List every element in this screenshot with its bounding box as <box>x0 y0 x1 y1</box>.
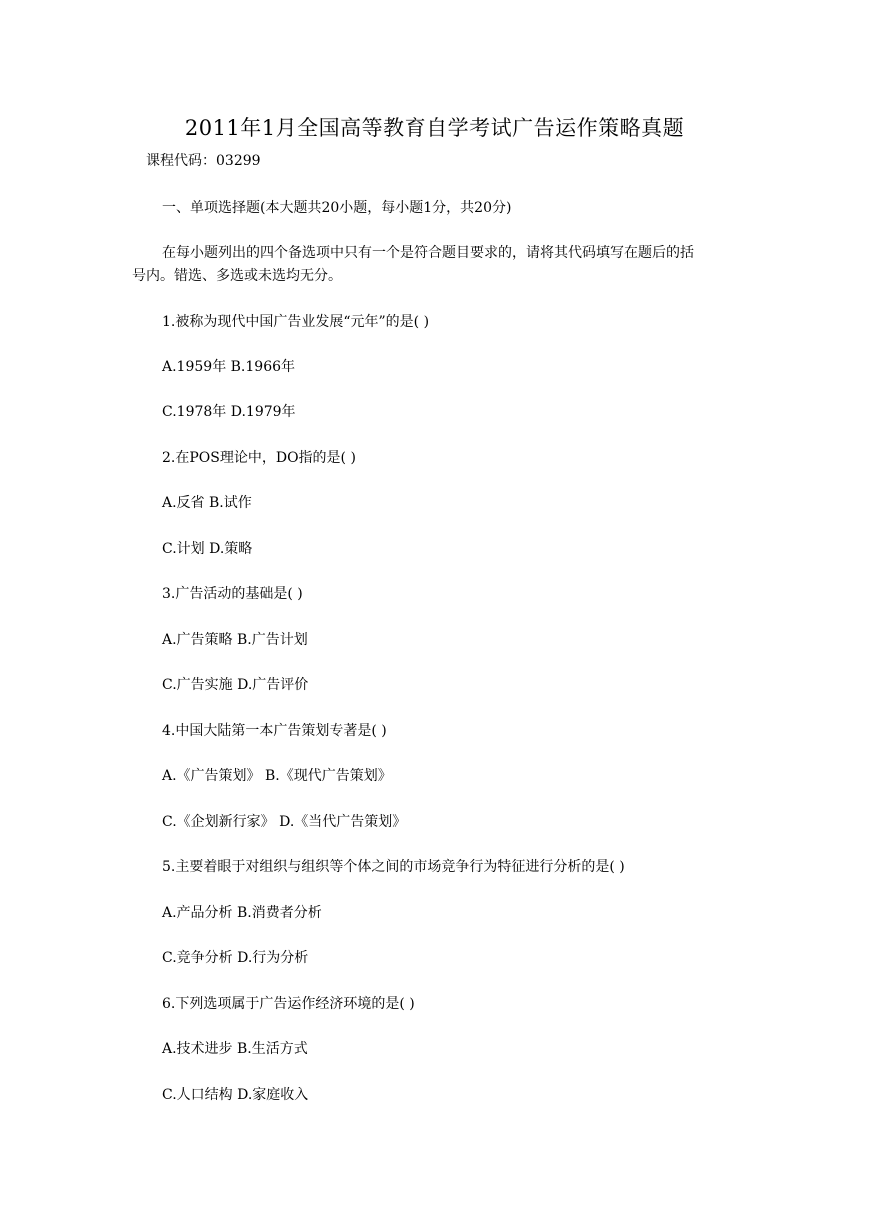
section-heading: 一、单项选择题(本大题共20小题，每小题1分，共20分) <box>162 200 512 216</box>
question-options-ab: A.技术进步 B.生活方式 <box>162 1041 308 1057</box>
question-options-ab: A.反省 B.试作 <box>162 495 252 511</box>
question-options-ab: A.《广告策划》 B.《现代广告策划》 <box>162 768 392 784</box>
question-stem: 5.主要着眼于对组织与组织等个体之间的市场竞争行为特征进行分析的是( ) <box>162 859 625 875</box>
question-options-ab: A.1959年 B.1966年 <box>162 359 296 375</box>
question-options-cd: C.计划 D.策略 <box>162 541 253 557</box>
instructions-line-2: 号内。错选、多选或未选均无分。 <box>132 268 342 284</box>
instructions-line-1: 在每小题列出的四个备选项中只有一个是符合题目要求的，请将其代码填写在题后的括 <box>162 245 694 261</box>
question-stem: 3.广告活动的基础是( ) <box>162 586 303 602</box>
document-title: 2011年1月全国高等教育自学考试广告运作策略真题 <box>184 116 685 140</box>
question-options-ab: A.产品分析 B.消费者分析 <box>162 905 322 921</box>
question-stem: 1.被称为现代中国广告业发展“元年”的是( ) <box>162 314 430 330</box>
question-options-cd: C.竞争分析 D.行为分析 <box>162 950 309 966</box>
question-stem: 4.中国大陆第一本广告策划专著是( ) <box>162 723 387 739</box>
course-code: 课程代码：03299 <box>146 153 261 169</box>
question-stem: 6.下列选项属于广告运作经济环境的是( ) <box>162 996 415 1012</box>
question-options-cd: C.《企划新行家》 D.《当代广告策划》 <box>162 814 407 830</box>
question-options-cd: C.广告实施 D.广告评价 <box>162 677 309 693</box>
question-options-cd: C.人口结构 D.家庭收入 <box>162 1087 309 1103</box>
question-options-ab: A.广告策略 B.广告计划 <box>162 632 308 648</box>
question-options-cd: C.1978年 D.1979年 <box>162 404 296 420</box>
question-stem: 2.在POS理论中，DO指的是( ) <box>162 450 356 466</box>
